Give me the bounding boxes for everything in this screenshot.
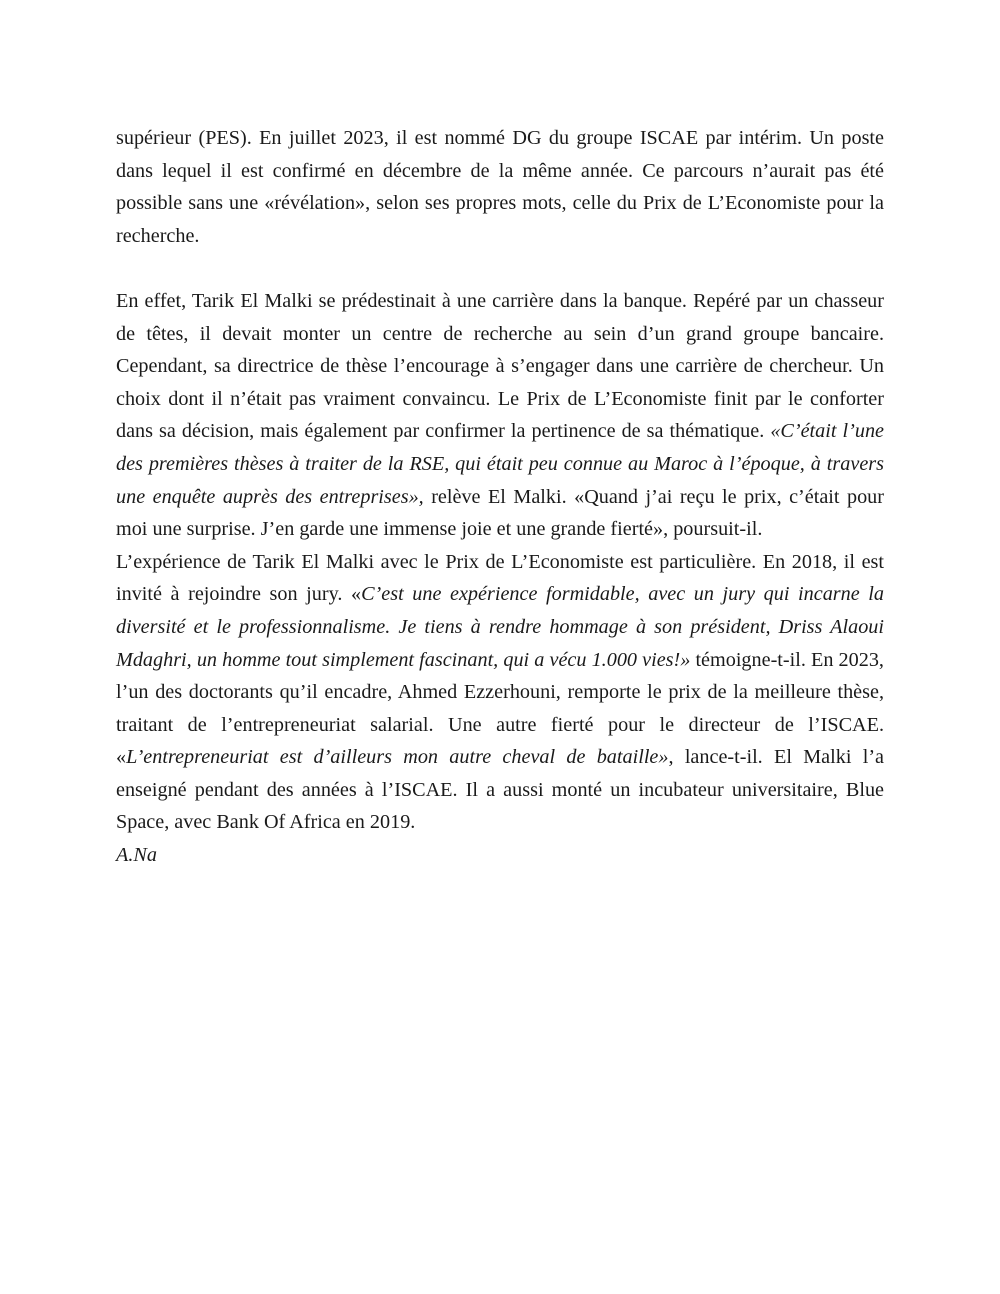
paragraph-3 xyxy=(116,546,884,839)
author-signature: A.Na xyxy=(116,844,157,867)
paragraph-spacer xyxy=(116,252,884,285)
paragraph-2 xyxy=(116,285,884,546)
paragraph-1-text: supérieur (PES). En juillet 2023, il est nommé DG du groupe ISCAE par intérim. Un poste dans lequel il est confirmé en décembre de la même année. Ce parcours n’aurait pas été possible sans une «révélation», selon ses propres mots, celle du Prix de L’Economiste pour la recherche. xyxy=(116,127,884,247)
paragraph-3-text-c: , lance-t-il. El Malki l’a enseigné pendant des années à l’ISCAE. Il a aussi monté un incubateur universitaire, Blue Space, avec Bank Of Africa en 2019. xyxy=(116,746,885,834)
paragraph-2-quote: «C’était l’une des premières thèses à traiter de la RSE, qui était peu connue au Maroc à l’époque, à travers une enquête auprès des entreprises», xyxy=(116,420,884,508)
paragraph-3-text-b: témoigne-t-il. En 2023, l’un des doctorants qu’il encadre, Ahmed Ezzerhouni, remporte le prix de la meilleure thèse, traitant de l’entrepreneuriat salarial. Une autre fierté pour le directeur de l’ISCAE. « xyxy=(116,648,884,769)
paragraph-3-quote-2: L’entrepreneuriat est d’ailleurs mon autre cheval de bataille» xyxy=(126,746,669,769)
paragraph-3-quote-1: C’est une expérience formidable, avec un jury qui incarne la diversité et le professionnalisme. Je tiens à rendre hommage à son président, Driss Alaoui Mdaghri, un homme tout simplement fascinant, qui a vécu 1.000 vies!» xyxy=(116,583,884,671)
article-page xyxy=(116,122,884,872)
paragraph-2-text-a: En effet, Tarik El Malki se prédestinait à une carrière dans la banque. Repéré par un chasseur de têtes, il devait monter un centre de recherche au sein d’un grand groupe bancaire. Cependant, sa directrice de thèse l’encourage à s’engager dans une carrière de chercheur. Un choix dont il n’était pas vraiment convaincu. Le Prix de L’Economiste finit par le conforter dans sa décision, mais également par confirmer la pertinence de sa thématique. xyxy=(116,289,884,443)
paragraph-3-text-a: L’expérience de Tarik El Malki avec le Prix de L’Economiste est particulière. En 2018, il est invité à rejoindre son jury. « xyxy=(116,550,884,606)
paragraph-1 xyxy=(116,122,884,252)
paragraph-2-text-b: relève El Malki. «Quand j’ai reçu le prix, c’était pour moi une surprise. J’en garde une immense joie et une grande fierté», poursuit-il. xyxy=(116,485,884,541)
